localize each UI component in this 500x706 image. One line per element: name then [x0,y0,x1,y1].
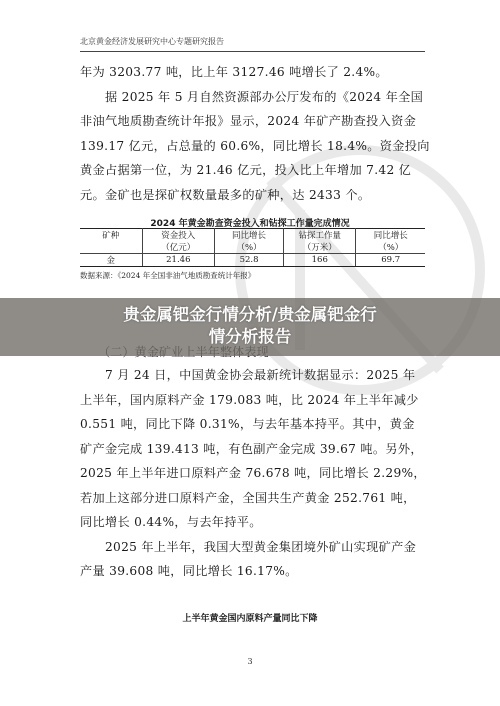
exploration-table [80,228,425,267]
table-unit-cell: （万米） [284,241,356,254]
text-line: 黄金占据第一位，为 21.46 亿元，投入比上年增加 7.42 亿 [80,163,412,177]
text-line: 7 月 24 日，中国黄金协会最新统计数据显示：2025 年 [80,368,416,382]
table-cell: 52.8 [215,254,284,267]
table-header-cell: 矿种 [80,229,142,242]
table-cell: 166 [284,254,356,267]
table-source-note: 数据来源：《2024 年全国非油气地质勘查统计年报》 [80,271,256,280]
paragraph-exploration [80,60,430,207]
table-cell: 金 [80,254,142,267]
table-header-cell: 同比增长 [356,229,425,242]
text-line: 2025 年上半年进口原料产金 76.678 吨，同比增长 2.29%， [80,466,426,480]
text-line: 若加上这部分进口原料产金，全国共生产黄金 252.761 吨， [80,490,416,505]
text-line: 139.17 亿元，占总量的 60.6%，同比增长 18.4%。资金投向 [80,138,430,153]
table-unit-cell: （%） [215,241,284,254]
table-header-cell: 同比增长 [215,229,284,242]
text-line: 2025 年上半年，我国大型黄金集团境外矿山实现矿产金 [80,539,417,554]
text-line: 非油气地质勘查统计年报》显示，2024 年矿产勘查投入资金 [80,114,417,128]
table-cell: 21.46 [142,254,214,267]
text-line: 据 2025 年 5 月自然资源部办公厅发布的《2024 年全国 [80,89,424,104]
table-unit-cell: （亿元） [142,241,214,254]
text-line: 产量 39.608 吨，同比增长 16.17%。 [80,564,298,578]
article-title-banner [0,298,500,356]
chart-caption: 上半年黄金国内原料产量同比下降 [182,614,318,624]
paragraph-production [80,363,426,584]
table-row [80,254,425,267]
text-line: 0.551 吨，同比下降 0.31%，与去年基本持平。其中，黄金 [80,417,415,431]
table-cell: 69.7 [356,254,425,267]
table-unit-cell [80,241,142,254]
table-title: 2024 年黄金勘查资金投入和钻探工作量完成情况 [150,219,350,229]
text-line: 元。金矿也是探矿权数量最多的矿种，达 2433 个。 [80,187,371,202]
text-line: 矿产金完成 139.413 吨，有色副产金完成 39.67 吨。另外， [80,441,423,456]
banner-line: 贵金属钯金行情分析/贵金属钯金行 [123,305,377,324]
table-header-cell: 资金投入 [142,229,214,242]
text-line: 年为 3203.77 吨，比上年 3127.46 吨增长了 2.4%。 [80,65,388,79]
table-unit-cell: （%） [356,241,425,254]
page-header: 北京黄金经济发展研究中心专题研究报告 [80,36,425,52]
table-header-cell: 钻探工作量 [284,229,356,242]
page-number: 3 [247,657,253,666]
text-line: 上半年，国内原料产金 179.083 吨，比 2024 年上半年减少 [80,392,419,407]
table-header-row [80,229,425,242]
text-line: 同比增长 0.44%，与去年持平。 [80,515,262,529]
table-unit-row [80,241,425,254]
banner-line: 情分析报告 [208,327,292,346]
